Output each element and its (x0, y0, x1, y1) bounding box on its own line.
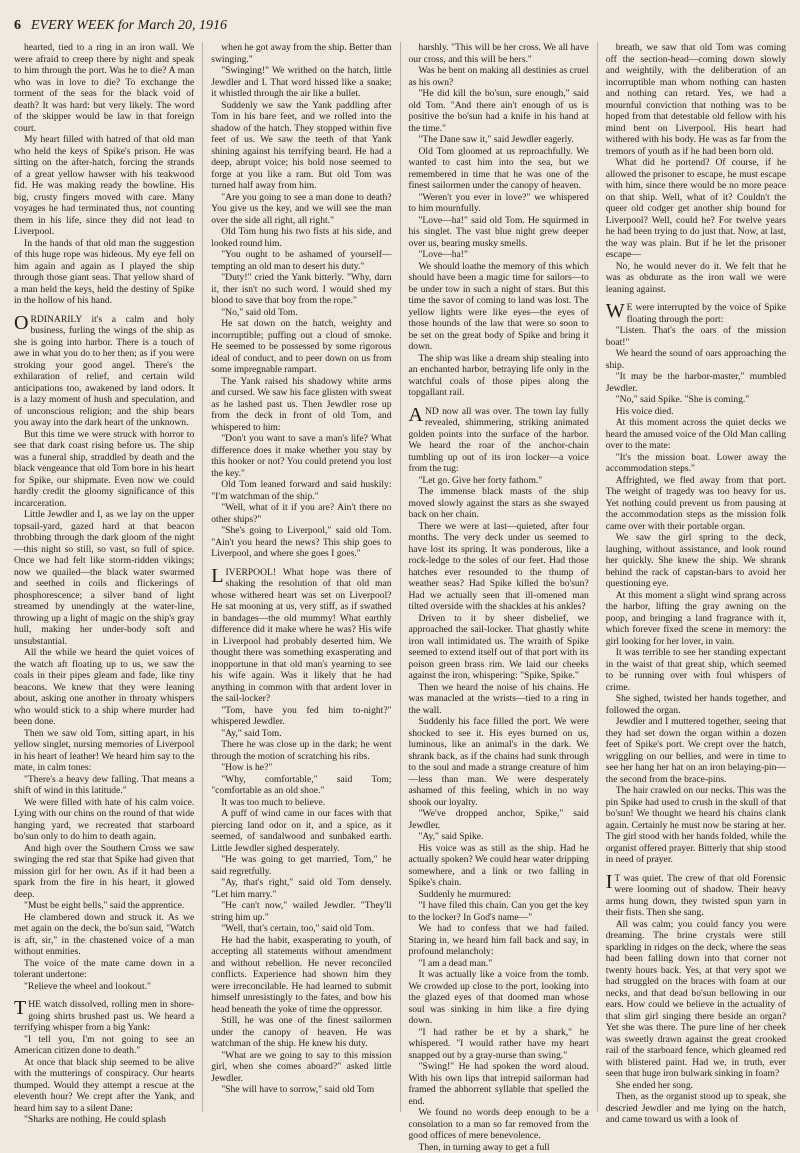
paragraph: We heard the sound of oars approaching the ship. (606, 348, 786, 371)
paragraph: The hair crawled on our necks. This was the pin Spike had used to crush in the skull of that bo'sun! We thought we heard his chains clank again. Certainly he must now be staring at her. The girl stood with her hands folded, while the organist offered prayer. Bitterly that ship stood in need of prayer. (606, 785, 786, 866)
paragraph: It was terrible to see her standing expectant in the waist of that great ship, which seemed to be running over with foul whispers of crime. (606, 647, 786, 693)
paragraph: The voice of the mate came down in a tolerant undertone: (14, 958, 194, 981)
text-column-2 (211, 42, 391, 1112)
paragraph: We found no words deep enough to be a consolation to a man so far removed from the good offices of mere benevolence. (409, 1107, 589, 1142)
paragraph: He clambered down and struck it. As we met again on the deck, the bo'sun said, "Watch is aft, sir," in the chastened voice of a man without enmities. (14, 912, 194, 958)
paragraph: "He was going to get married, Tom," he said regretfully. (211, 854, 391, 877)
paragraph: "He can't now," wailed Jewdler. "They'll string him up." (211, 900, 391, 923)
paragraph: "What are we going to say to this mission girl, when she comes aboard?" asked little Jewdler. (211, 1050, 391, 1085)
paragraph: WE were interrupted by the voice of Spike floating through the port: (606, 302, 786, 325)
text-column-1 (14, 42, 194, 1112)
paragraph: What did he portend? Of course, if he allowed the prisoner to escape, he must escape with him, since there would be no more peace on that ship. Well, what of it? Couldn't the queer old codger get another ship bound for Liverpool? Well, could he? For twelve years he had been trying to do just that. Now, at last, the way was plain. But if he let the prisoner escape— (606, 157, 786, 261)
paragraph: "Sharks are nothing. He could splash (14, 1114, 194, 1126)
paragraph: IT was quiet. The crew of that old Forensic were looming out of shadow. Their heavy arms hung down, they twisted spun yarn in their fists. Then she sang. (606, 873, 786, 919)
paragraph: "Are you going to see a man done to death? You give us the key, and we will see the man over the side all right, all right." (211, 192, 391, 227)
paragraph: "Well, that's certain, too," said old Tom. (211, 923, 391, 935)
paragraph: "The Dane saw it," said Jewdler eagerly. (409, 134, 589, 146)
paragraph: We saw the girl spring to the deck, laughing, without assistance, and look round her quickly. She knew the ship. We shrank behind the rack of capstan-bars to avoid her questioning eye. (606, 532, 786, 590)
paragraph: "Tom, have you fed him to-night?" whispered Jewdler. (211, 705, 391, 728)
paragraph: Old Tom gloomed at us reproachfully. We wanted to cast him into the sea, but we remembered in time that he was one of the finest sailormen under the canopy of heaven. (409, 146, 589, 192)
running-title: EVERY WEEK for March 20, 1916 (31, 18, 227, 34)
paragraph: Driven to it by sheer disbelief, we approached the sail-locker. That ghastly white iron wall intimidated us. The wraith of Spike seemed to extend itself out of that port with its poison green brass rim. We laid our cheeks against the iron, whispering: "Spike, Spike." (409, 613, 589, 682)
column-rule (202, 42, 203, 1112)
paragraph: And high over the Southern Cross we saw swinging the red star that Spike had given that mission girl for her own. As if it had been a spark from the fire in his heart, it glowed deep. (14, 843, 194, 901)
paragraph: Affrighted, we fled away from that port. The weight of tragedy was too heavy for us. Yet nothing could prevent us from pausing at the accommodation steps as the mission folk came over with their portable organ. (606, 475, 786, 533)
paragraph: It was too much to believe. (211, 797, 391, 809)
paragraph: AND now all was over. The town lay fully revealed, shimmering, striking animated golden points into the surface of the harbor. We heard the roar of the anchor-chain tumbling up out of its iron locker—a voice from the tug: (409, 406, 589, 475)
paragraph: She ended her song. (606, 1080, 786, 1092)
paragraph: We had to confess that we had failed. Staring in, we heard him fall back and say, in profound melancholy: (409, 923, 589, 958)
paragraph: At this moment a slight wind sprang across the harbor, lifting the gray awning on the poop, and bringing a land fragrance with it, which forever fixed the scene in memory: the girl looking for her lover, in vain. (606, 590, 786, 648)
paragraph: hearted, tied to a ring in an iron wall. We were afraid to creep there by night and speak to him through the port. Was he to die? A man who was in love to die? To exchange the torment of the seas for the black void of death? It was hard: but very likely. The word of the skipper would be law in that foreign court. (14, 42, 194, 134)
text-columns (14, 42, 786, 1112)
paragraph: "No," said Spike. "She is coming." (606, 394, 786, 406)
paragraph: "She will have to sorrow," said old Tom (211, 1084, 391, 1096)
paragraph: "She's going to Liverpool," said old Tom. "Ain't you heard the news? This ship goes to Liverpool, and where she goes I goes." (211, 525, 391, 560)
paragraph: In the hands of that old man the suggestion of this huge rope was hideous. My eye fell on him again and again as I played the ship through those giant seas. That yellow shard of a man held the keys, held the destiny of Spike in the hollow of his hand. (14, 238, 194, 307)
column-rule (400, 42, 401, 1112)
paragraph: Then we saw old Tom, sitting apart, in his yellow singlet, nursing memories of Liverpool in his heart of leather! We heard him say to the mate, in calm tones: (14, 728, 194, 774)
paragraph: Still, he was one of the finest sailormen under the canopy of heaven. He was watchman of the ship. He knew his duty. (211, 1015, 391, 1050)
paragraph: "Don't you want to save a man's life? What difference does it make whether you stay by this hooker or not? You could pretend you lost the key." (211, 433, 391, 479)
paragraph: It was actually like a voice from the tomb. We crowded up close to the port, looking into the glazed eyes of that doomed man whose soul was sinking in him like a fire dying down. (409, 969, 589, 1027)
paragraph: His voice died. (606, 406, 786, 418)
paragraph: "Why, comfortable," said Tom; "comfortable as an old shoe." (211, 774, 391, 797)
paragraph: Then we heard the noise of his chains. He was manacled at the wrists—tied to a ring in the wall. (409, 682, 589, 717)
paragraph: "I have filed this chain. Can you get the key to the locker? In God's name—" (409, 900, 589, 923)
paragraph: All was calm; you could fancy you were dreaming. The brine crystals were still sparkling in ridges on the deck, where the seas had been falling down into that corner not twenty hours back. Yes, at that very spot we had struggled on the braces with foam at our necks, and that dead bo'sun bellowing in our ears. How could we believe in the actuality of that slim girl singing there beside an organ? Yet she was there. The pure line of her cheek was sweetly drawn against the great crooked rail of the starboard fence, which gleamed red with blistered paint. Had we, in truth, ever seen that huge iron bulwark sinking in foam? (606, 919, 786, 1080)
paragraph: THE watch dissolved, rolling men in shore-going shirts brushed past us. We heard a terrifying whisper from a big Yank: (14, 999, 194, 1034)
paragraph: "Love—ha!" said old Tom. He squirmed in his singlet. The vast blue night grew deeper over us, bearing musky smells. (409, 215, 589, 250)
paragraph: "Relieve the wheel and lookout." (14, 981, 194, 993)
column-rule (597, 42, 598, 1112)
paragraph: Was he bent on making all destinies as cruel as his own? (409, 65, 589, 88)
paragraph: "It may be the harbor-master," mumbled Jewdler. (606, 371, 786, 394)
paragraph: He had the habit, exasperating to youth, of accepting all statements without amendment and without rebellion. He never reconciled conflicts. Experience had shown him they were irreconcilable. He had learned to submit himself unresistingly to the fates, and bow his head beneath the yoke of time the oppressor. (211, 935, 391, 1016)
paragraph: She sighed, twisted her hands together, and followed the organ. (606, 693, 786, 716)
paragraph: "Ay," said Tom. (211, 728, 391, 740)
paragraph: when he got away from the ship. Better than swinging." (211, 42, 391, 65)
paragraph: "How is he?" (211, 762, 391, 774)
paragraph: harshly. "This will be her cross. We all have our cross, and this will be hers." (409, 42, 589, 65)
paragraph: "I had rather be et by a shark," he whispered. "I would rather have my heart snapped out by a gray-nurse than swing." (409, 1027, 589, 1062)
paragraph: "You ought to be ashamed of yourself—tempting an old man to desert his duty." (211, 249, 391, 272)
paragraph: "No," said old Tom. (211, 307, 391, 319)
paragraph: No, he would never do it. We felt that he was as obdurate as the iron wall we were leaning against. (606, 261, 786, 296)
paragraph: "He did kill the bo'sun, sure enough," said old Tom. "And there ain't enough of us is positive the bo'sun had a knife in his hand at the time." (409, 88, 589, 134)
text-column-3 (409, 42, 589, 1112)
paragraph: ORDINARILY it's a calm and holy business, furling the wings of the ship as she is going into harbor. There is a touch of awe in what you do to her then; as if you were stroking your good angel. There's the exhilaration of relief, and certain wild anticipations too, awakened by land odors. It is a lazy moment of hush and speculation, and of unconscious religion; and the ship bears you away into the dark heart of the unknown. (14, 314, 194, 429)
paragraph: We were filled with hate of his calm voice. Lying with our chins on the round of that wide hanging yard, we recreated that starboard bo'sun only to do him to death again. (14, 797, 194, 843)
paragraph: breath, we saw that old Tom was coming off the section-head—coming down slowly and weightily, with the deliberation of an incorruptible man whom nothing can hasten and nothing can retard. Yes, we had a mournful conviction that nothing was to be hoped from that detestable old fellow with his mind bent on Liverpool. His heart had withered with his body. He was as far from the tremors of youth as if he had been born old. (606, 42, 786, 157)
paragraph: "Duty!" cried the Yank bitterly. "Why, darn it, ther isn't no such word. I would shed my blood to save that boy from the rope." (211, 272, 391, 307)
paragraph: "Must be eight bells," said the apprentice. (14, 900, 194, 912)
paragraph: He sat down on the hatch, weighty and incorruptible; puffing out a cloud of smoke. He seemed to be possessed by some rigorous ideal of conduct, and to peer down on us from some impregnable rampart. (211, 318, 391, 376)
paragraph: There we were at last—quieted, after four months. The very deck under us seemed to have lost its spring. It was ponderous, like a rock-ledge to the soles of our feet. Had those hatches ever resounded to the thump of weather seas? Had Spike killed the bo'sun? Had we actually seen that ill-omened man tilted overside with the shackles at his ankles? (409, 521, 589, 613)
paragraph: Jewdler and I muttered together, seeing that they had set down the organ within a dozen feet of Spike's port. We crept over the hatch, wriggling on our bellies, and were in time to see her hang her hat on an iron belaying-pin—the second from the brace-pins. (606, 716, 786, 785)
paragraph: Old Tom leaned forward and said huskily: "I'm watchman of the ship." (211, 479, 391, 502)
paragraph: Suddenly we saw the Yank paddling after Tom in his bare feet, and we rolled into the shadow of the hatch. They stopped within five feet of us. We saw the teeth of that Yank shining against his terrifying beard. He had a deep, abrupt voice; his bold nose seemed to forge at you like a ram. But old Tom was turned half away from him. (211, 100, 391, 192)
text-column-4 (606, 42, 786, 1112)
paragraph: At this moment across the quiet decks we heard the amused voice of the Old Man calling over to the mate: (606, 417, 786, 452)
paragraph: "I am a dead man." (409, 958, 589, 970)
paragraph: But this time we were struck with horror to see that dark coast rising before us. The ship was a funeral ship, straddled by death and the black vengeance that old Tom bore in his heart for Spike, our shipmate. Even now we could hardly credit the gloomy significance of this incarceration. (14, 429, 194, 510)
paragraph: Old Tom hung his two fists at his side, and looked round him. (211, 226, 391, 249)
paragraph: "Listen. That's the oars of the mission boat!" (606, 325, 786, 348)
paragraph: "Ay," said Spike. (409, 831, 589, 843)
paragraph: Suddenly his face filled the port. We were shocked to see it. His eyes burned on us, luminous, like an animal's in the dark. We shrank back, as if the chains had sunk through to the soul and made a strange creature of him—less than man. We were desperately ashamed of this feeling, which in no way shook our loyalty. (409, 716, 589, 808)
paragraph: The immense black masts of the ship moved slowly against the stars as she swayed back on her chain. (409, 486, 589, 521)
paragraph: "It's the mission boat. Lower away the accommodation steps." (606, 452, 786, 475)
page-header (14, 18, 786, 34)
paragraph: "Swinging!" We writhed on the hatch, little Jewdler and I. That word hissed like a snake; it whistled through the air like a bullet. (211, 65, 391, 100)
paragraph: Then, as the organist stood up to speak, she descried Jewdler and me lying on the hatch, and came toward us with a look of (606, 1091, 786, 1126)
paragraph: "There's a heavy dew falling. That means a shift of wind in this latitude." (14, 774, 194, 797)
paragraph: LIVERPOOL! What hope was there of shaking the resolution of that old man whose withered heart was set on Liverpool? He sat mooning at us, very stiff, as if swathed in bandages—the old mummy! What earthly difference did it make where he was? His wife in Liverpool had probably deserted him. We thought there was something exasperating and inopportune in that old man's yearning to see his wife again. Was it likely that he had anything in common with that ardent lover in the sail-locker? (211, 567, 391, 705)
paragraph: My heart filled with hatred of that old man who held the keys of Spike's prison. He was sitting on the after-hatch, forcing the strands of a great yellow hawser with his teakwood fid. He was making ready the bowline. His big, crusty fingers moved with care. Many voyages he had terminated thus, not counting them in his life, since they did not lead to Liverpool. (14, 134, 194, 238)
paragraph: There he was close up in the dark; he went through the motion of scratching his ribs. (211, 739, 391, 762)
paragraph: Little Jewdler and I, as we lay on the upper topsail-yard, gazed hard at that beacon throbbing through the dark gloom of the night—this night so still, so vast, so full of spice. Once we had felt like storm-ridden vikings; now we quailed—the black water swarmed and seethed in coils and flickerings of phosphorescence; a silver band of light streamed by unendingly at the water-line, throwing up a light of magic on the ship's gray hull, making her under-body soft and unsubstantial. (14, 509, 194, 647)
paragraph: "Love—ha!" (409, 249, 589, 261)
paragraph: We should loathe the memory of this which should have been a magic time for sailors—to be under tow in such a night of stars. But this time the savor of coming to land was lost. The yellow lights were like eyes—the eyes of those hounds of the law that were so soon to be set on the great body of Spike and bring it down. (409, 261, 589, 353)
paragraph: At once that black ship seemed to be alive with the mutterings of conspiracy. Our hearts thumped. Would they attempt a rescue at the eleventh hour? We crept after the Yank, and heard him say to a silent Dane: (14, 1057, 194, 1115)
paragraph: Then, in turning away to get a full (409, 1142, 589, 1153)
paragraph: Suddenly he murmured: (409, 889, 589, 901)
paragraph: "Ay, that's right," said old Tom densely. "Let him marry." (211, 877, 391, 900)
paragraph: His voice was as still as the ship. Had he actually spoken? We could hear water dripping somewhere, and a link or two falling in Spike's chain. (409, 843, 589, 889)
paragraph: "Weren't you ever in love?" we whispered to him mournfully. (409, 192, 589, 215)
paragraph: "Well, what of it if you are? Ain't there no other ships?" (211, 502, 391, 525)
paragraph: All the while we heard the quiet voices of the watch aft floating up to us, we saw the coals in their pipes gleam and fade, like tiny beacons. We knew that they were leaning about, asking one another in throaty whispers who would stick to a ship where murder had been done. (14, 647, 194, 728)
paragraph: "I tell you, I'm not going to see an American citizen done to death." (14, 1034, 194, 1057)
page-number: 6 (14, 18, 21, 34)
paragraph: The ship was like a dream ship stealing into an enchanted harbor, betraying life only in the watchful coals of those pipes along the topgallant rail. (409, 353, 589, 399)
paragraph: "Swing!" He had spoken the word aloud. With his own lips that intrepid sailorman had framed the abhorrent syllable that spelled the end. (409, 1061, 589, 1107)
paragraph: The Yank raised his shadowy white arms and cursed. We saw his face glisten with sweat as he lashed past us. Then Jewdler rose up from the deck in front of old Tom, and whispered to him: (211, 376, 391, 434)
paragraph: "Let go. Give her forty fathom." (409, 475, 589, 487)
paragraph: A puff of wind came in our faces with that piercing land odor on it, and a spice, as it seemed, of sandalwood and sunbaked earth. Little Jewdler sighed desperately. (211, 808, 391, 854)
paragraph: "We've dropped anchor, Spike," said Jewdler. (409, 808, 589, 831)
